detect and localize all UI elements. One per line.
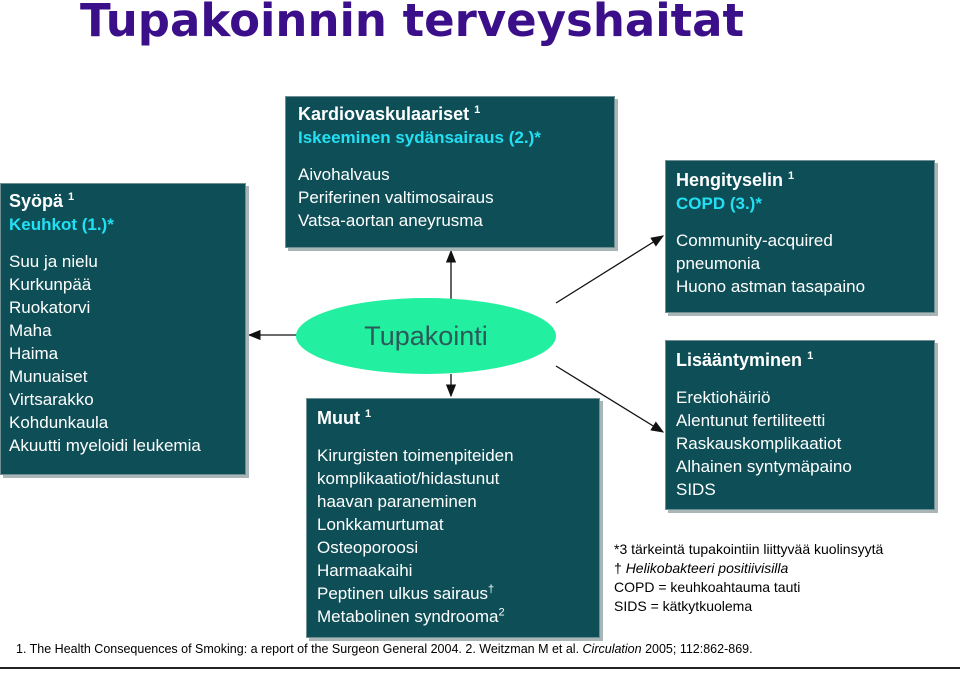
list-item: Community-acquired <box>676 231 833 250</box>
center-ellipse <box>296 298 556 374</box>
notes <box>614 540 883 616</box>
respiratory-box <box>665 160 935 313</box>
reproduction-box <box>665 340 935 510</box>
cardiovascular-box <box>285 96 615 248</box>
list-item: Raskauskomplikaatiot <box>676 434 842 453</box>
resp-heading: Hengityselin $^1$ <box>676 170 795 190</box>
note-line: SIDS = kätkytkuolema <box>614 598 753 614</box>
other-box <box>306 398 600 638</box>
list-item: Lonkkamurtumat <box>317 515 444 534</box>
bottom-divider <box>0 667 960 669</box>
list-item: Virtsarakko <box>9 390 94 409</box>
list-item: Harmaakaihi <box>317 561 413 580</box>
note-line: *3 tärkeintä tupakointiin liittyvää kuolinsyytä <box>614 541 884 557</box>
cancer-subheading: Keuhkot (1.)* <box>9 215 114 234</box>
list-item: Kohdunkaula <box>9 413 109 432</box>
cardio-subheading: Iskeeminen sydänsairaus (2.)* <box>298 128 541 147</box>
list-item: Periferinen valtimosairaus <box>298 188 494 207</box>
list-item: komplikaatiot/hidastunut <box>317 469 500 488</box>
note-line: COPD = keuhkoahtauma tauti <box>614 579 801 595</box>
repro-heading: Lisääntyminen $^1$ <box>676 350 814 370</box>
list-item: Metabolinen syndrooma$^2$ <box>317 606 505 626</box>
resp-subheading: COPD (3.)* <box>676 194 762 213</box>
list-item: Peptinen ulkus sairaus† <box>317 583 495 603</box>
note-line: † Helikobakteeri positiivisilla <box>614 560 789 576</box>
list-item: Erektiohäiriö <box>676 388 771 407</box>
list-item: Kirurgisten toimenpiteiden <box>317 446 514 465</box>
list-item: pneumonia <box>676 254 761 273</box>
cancer-heading: Syöpä $^1$ <box>9 191 75 211</box>
list-item: Haima <box>9 344 59 363</box>
list-item: haavan paraneminen <box>317 492 477 511</box>
footer-reference: 1. The Health Consequences of Smoking: a report of the Surgeon General 2004. 2. Weitzman M et al. Circulation 2005; 112:862-869. <box>16 642 753 656</box>
list-item: Kurkunpää <box>9 275 92 294</box>
other-heading: Muut $^1$ <box>317 408 372 428</box>
list-item: Osteoporoosi <box>317 538 419 557</box>
list-item: Huono astman tasapaino <box>676 277 866 296</box>
list-item: Vatsa-aortan aneyrusma <box>298 211 483 230</box>
list-item: Alhainen syntymäpaino <box>676 457 852 476</box>
cancer-box <box>0 183 246 475</box>
list-item: Ruokatorvi <box>9 298 91 317</box>
list-item: Munuaiset <box>9 367 88 386</box>
list-item: Suu ja nielu <box>9 252 98 271</box>
center-label: Tupakointi <box>364 320 488 351</box>
list-item: Maha <box>9 321 52 340</box>
list-item: Alentunut fertiliteetti <box>676 411 826 430</box>
list-item: SIDS <box>676 480 716 499</box>
list-item: Akuutti myeloidi leukemia <box>9 436 201 455</box>
list-item: Aivohalvaus <box>298 165 390 184</box>
page-title: Tupakoinnin terveyshaitat <box>80 0 745 47</box>
cardio-heading: Kardiovaskulaariset $^1$ <box>298 104 481 124</box>
